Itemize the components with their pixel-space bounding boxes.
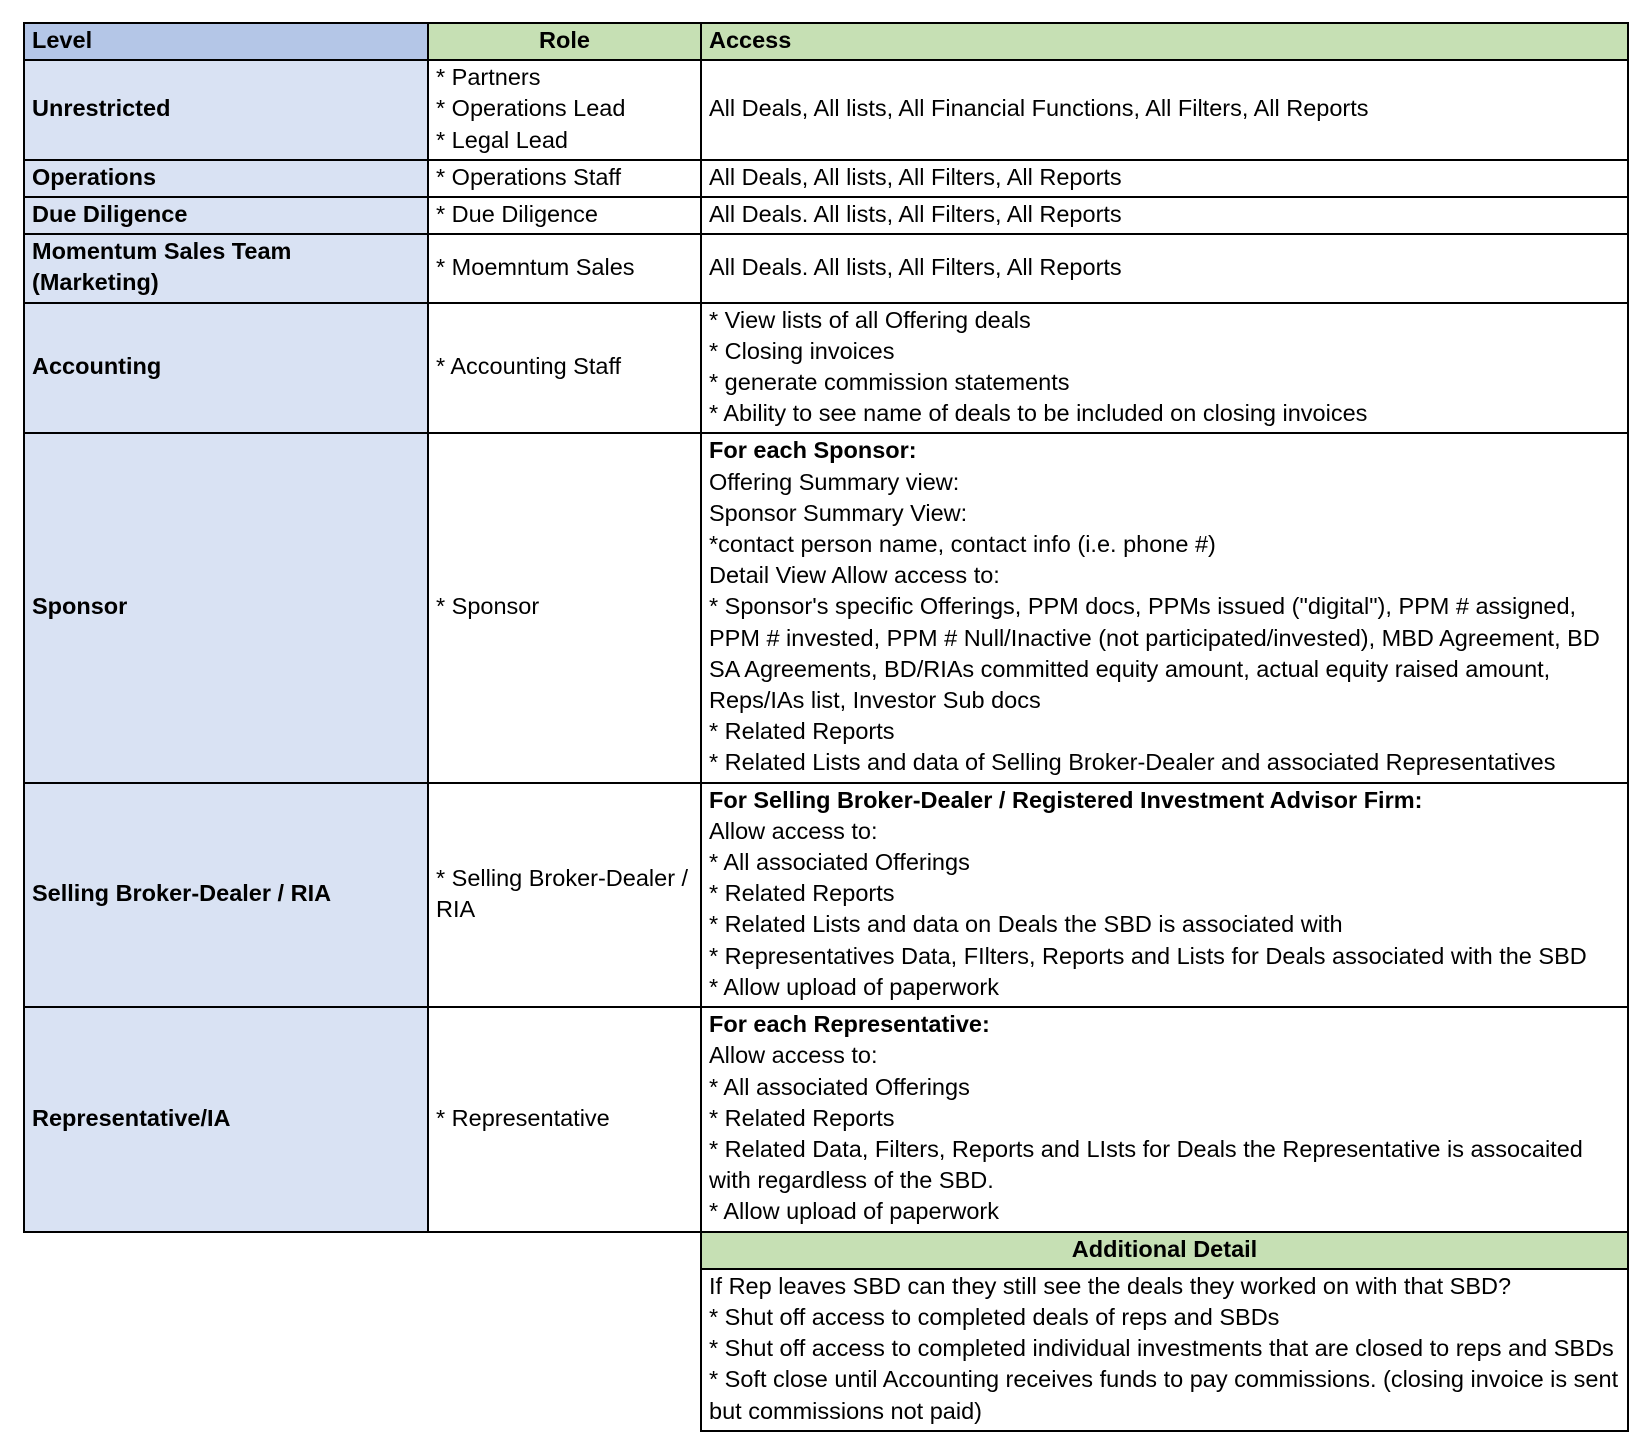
role-cell[interactable] <box>428 160 701 197</box>
access-line: * generate commission statements <box>709 369 1070 396</box>
role-cell[interactable] <box>428 60 701 160</box>
role-cell[interactable] <box>428 433 701 782</box>
table-row-operations <box>24 160 1628 197</box>
level-cell[interactable]: Representative/IA <box>24 1007 428 1231</box>
access-line: * Related Data, Filters, Reports and LIsts for Deals the Representative is assocaited with regardless of the SBD. <box>709 1135 1583 1194</box>
header-row <box>24 23 1628 60</box>
permissions-sheet <box>23 22 1629 1432</box>
access-cell[interactable] <box>701 783 1628 1007</box>
level-cell[interactable]: Operations <box>24 160 428 197</box>
access-line: All Deals, All lists, All Financial Functions, All Filters, All Reports <box>709 95 1369 122</box>
access-line: * Representatives Data, FIlters, Reports and Lists for Deals associated with the SBD <box>709 942 1587 969</box>
access-line: * Related Reports <box>709 718 895 745</box>
blank-cell <box>428 1232 701 1269</box>
header-level[interactable]: Level <box>24 23 428 60</box>
table-row-selling-broker-dealer-ria <box>24 783 1628 1007</box>
access-title: For each Sponsor: <box>709 437 917 464</box>
access-cell[interactable] <box>701 160 1628 197</box>
table-row-due-diligence <box>24 197 1628 234</box>
level-cell[interactable]: Due Diligence <box>24 197 428 234</box>
role-line: * Moemntum Sales <box>436 253 635 280</box>
access-title: For each Representative: <box>709 1011 990 1038</box>
access-cell[interactable] <box>701 1007 1628 1231</box>
additional-detail-line: If Rep leaves SBD can they still see the deals they worked on with that SBD? <box>709 1272 1512 1299</box>
permissions-table <box>23 22 1629 1432</box>
additional-detail-row <box>24 1269 1628 1431</box>
blank-cell <box>24 1232 428 1269</box>
access-line: All Deals. All lists, All Filters, All Reports <box>709 253 1122 280</box>
access-line: * Closing invoices <box>709 337 895 364</box>
additional-detail-line: * Shut off access to completed deals of reps and SBDs <box>709 1303 1280 1330</box>
table-row-sponsor <box>24 433 1628 782</box>
role-line: * Operations Lead <box>436 95 626 122</box>
role-line: * Accounting Staff <box>436 353 622 380</box>
access-line: * Related Lists and data of Selling Broker-Dealer and associated Representatives <box>709 749 1556 776</box>
additional-detail-line: * Shut off access to completed individual investments that are closed to reps and SBDs <box>709 1335 1614 1362</box>
access-line: * All associated Offerings <box>709 1073 970 1100</box>
level-cell[interactable]: Selling Broker-Dealer / RIA <box>24 783 428 1007</box>
level-cell[interactable]: Unrestricted <box>24 60 428 160</box>
additional-header-row <box>24 1232 1628 1269</box>
access-line: * Sponsor's specific Offerings, PPM docs, PPMs issued ("digital"), PPM # assigned, PPM # invested, PPM # Null/Inactive (not participated/invested), MBD Agreement, BD SA Agreements, BD/RIAs committed equity amount, actual equity raised amount, Reps/IAs list, Investor Sub docs <box>709 593 1600 714</box>
role-line: * Representative <box>436 1104 610 1131</box>
role-line: * Due Diligence <box>436 201 598 228</box>
access-line: *contact person name, contact info (i.e. phone #) <box>709 531 1216 558</box>
access-line: All Deals. All lists, All Filters, All Reports <box>709 201 1122 228</box>
access-cell[interactable] <box>701 433 1628 782</box>
access-title: For Selling Broker-Dealer / Registered Investment Advisor Firm: <box>709 786 1423 813</box>
additional-detail-line: * Soft close until Accounting receives funds to pay commissions. (closing invoice is sent but commissions not paid) <box>709 1366 1619 1424</box>
access-cell[interactable] <box>701 303 1628 434</box>
role-line: * Sponsor <box>436 593 540 620</box>
header-role[interactable]: Role <box>428 23 701 60</box>
access-line: Allow access to: <box>709 1042 878 1069</box>
role-cell[interactable] <box>428 1007 701 1231</box>
role-cell[interactable] <box>428 234 701 302</box>
level-cell[interactable]: Momentum Sales Team (Marketing) <box>24 234 428 302</box>
table-row-representative-ia <box>24 1007 1628 1231</box>
level-cell[interactable]: Sponsor <box>24 433 428 782</box>
access-line: * Related Reports <box>709 1104 895 1131</box>
role-line: * Legal Lead <box>436 126 568 153</box>
access-line: All Deals, All lists, All Filters, All Reports <box>709 163 1122 190</box>
access-line: Offering Summary view: <box>709 468 960 495</box>
blank-cell <box>428 1269 701 1431</box>
access-cell[interactable] <box>701 60 1628 160</box>
role-line: * Partners <box>436 64 541 91</box>
access-line: Sponsor Summary View: <box>709 499 968 526</box>
access-line: * Allow upload of paperwork <box>709 1198 1000 1225</box>
access-line: Detail View Allow access to: <box>709 562 1000 589</box>
role-cell[interactable] <box>428 197 701 234</box>
role-cell[interactable] <box>428 303 701 434</box>
access-line: * View lists of all Offering deals <box>709 306 1031 333</box>
additional-detail-cell[interactable] <box>701 1269 1628 1431</box>
role-line: * Selling Broker-Dealer / RIA <box>436 864 689 922</box>
access-cell[interactable] <box>701 197 1628 234</box>
role-line: * Operations Staff <box>436 163 622 190</box>
access-line: * Related Reports <box>709 880 895 907</box>
level-cell[interactable]: Accounting <box>24 303 428 434</box>
access-line: * Allow upload of paperwork <box>709 973 1000 1000</box>
role-cell[interactable] <box>428 783 701 1007</box>
table-row-momentum-sales-team-marketing <box>24 234 1628 302</box>
additional-detail-title[interactable]: Additional Detail <box>701 1232 1628 1269</box>
access-line: * Ability to see name of deals to be included on closing invoices <box>709 400 1368 427</box>
table-row-unrestricted <box>24 60 1628 160</box>
blank-cell <box>24 1269 428 1431</box>
access-line: Allow access to: <box>709 817 878 844</box>
table-row-accounting <box>24 303 1628 434</box>
access-line: * Related Lists and data on Deals the SBD is associated with <box>709 911 1343 938</box>
header-access[interactable]: Access <box>701 23 1628 60</box>
access-line: * All associated Offerings <box>709 849 970 876</box>
access-cell[interactable] <box>701 234 1628 302</box>
